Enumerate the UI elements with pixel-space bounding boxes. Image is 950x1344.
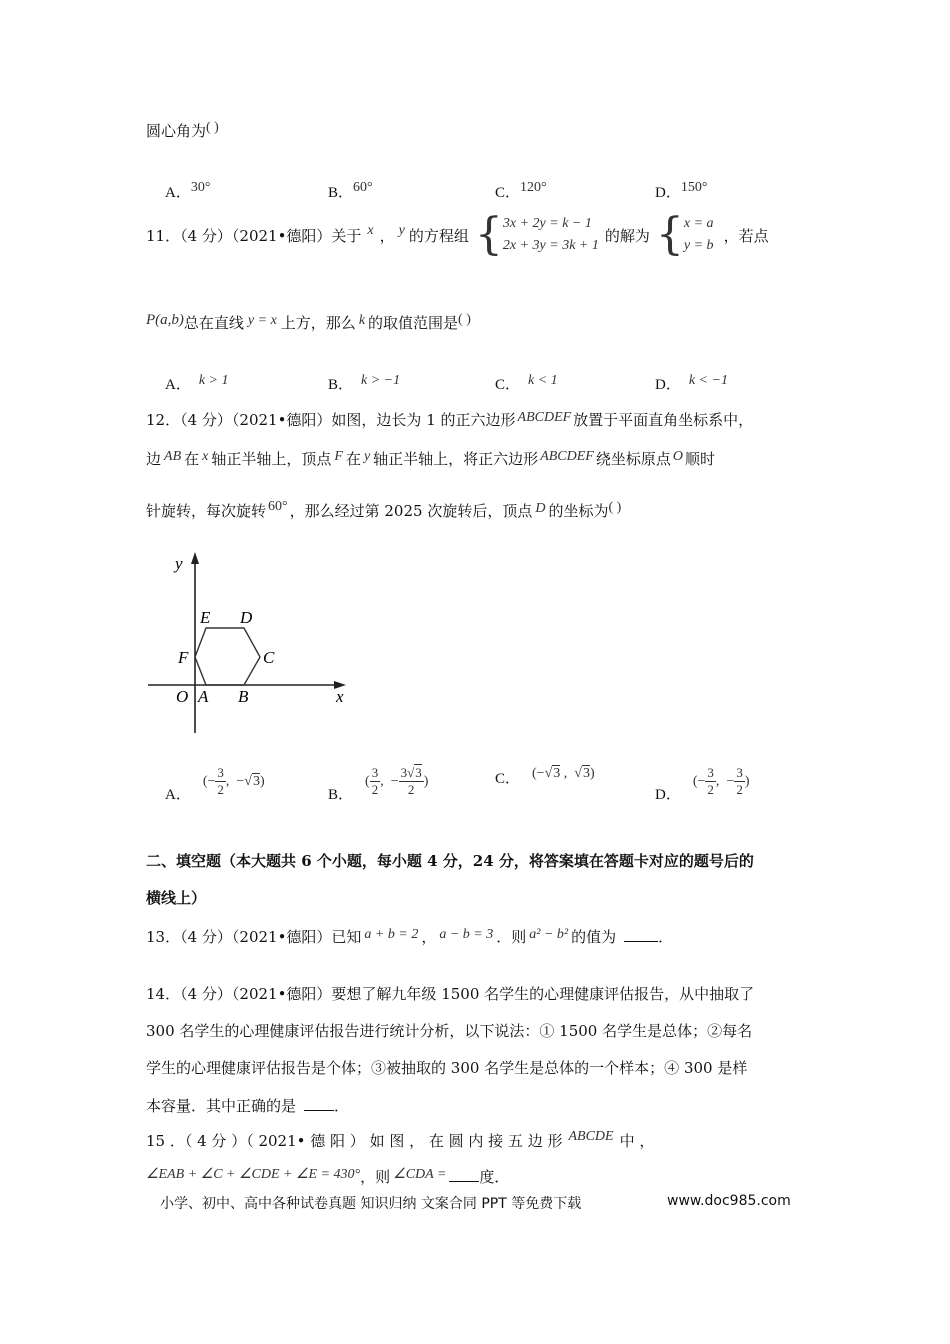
label-o: O bbox=[176, 687, 189, 706]
answer-paren: ( ) bbox=[458, 312, 471, 327]
q10-option-d bbox=[655, 180, 707, 202]
q10-option-c bbox=[495, 180, 547, 202]
answer-blank[interactable] bbox=[449, 1167, 479, 1182]
q11-line2-c: 的取值范围是 bbox=[368, 314, 459, 332]
answer-paren: ( ) bbox=[608, 500, 622, 515]
q12-line3-c: 的坐标为 bbox=[548, 502, 609, 520]
q13-line bbox=[146, 926, 673, 947]
solution-1: x = a bbox=[683, 216, 714, 231]
q15-line1 bbox=[146, 1130, 654, 1151]
angle-cda: ∠CDA = bbox=[393, 1167, 447, 1182]
option-letter: D． bbox=[655, 377, 681, 393]
q11-line2-a: 总在直线 bbox=[183, 314, 244, 332]
q12-option-d bbox=[655, 765, 749, 804]
option-value: 60° bbox=[353, 180, 373, 195]
hexagon-figure bbox=[140, 548, 370, 743]
q14-line2: 300 名学生的心理健康评估报告进行统计分析，以下说法：① 1500 名学生是总体；②每名 bbox=[146, 1022, 753, 1040]
option-letter: C． bbox=[495, 771, 521, 787]
answer-blank[interactable] bbox=[304, 1096, 334, 1111]
q12-line2-c: 轴正半轴上，顶点 bbox=[211, 450, 332, 468]
equation-1: a + b = 2 bbox=[364, 927, 419, 942]
hexagon bbox=[195, 628, 260, 685]
var-x: x bbox=[202, 449, 209, 464]
option-letter: A． bbox=[165, 787, 191, 803]
q12-line3-a: 针旋转，每次旋转 bbox=[146, 502, 267, 520]
option-letter: A． bbox=[165, 185, 191, 201]
period: ． bbox=[658, 928, 674, 946]
section-heading-line1: 二、填空题（本大题共 6 个小题，每小题 4 分，24 分，将答案填在答题卡对应的题号后的 bbox=[146, 852, 754, 870]
footer-text: 小学、初中、高中各种试卷真题 知识归纳 文案合同 PPT 等免费下载 bbox=[160, 1196, 582, 1212]
q15-line1-a: 15 ．（ 4 分 ）（ 2021• 德 阳 ） 如 图 ， 在 圆 内 接 五 边 形 bbox=[146, 1132, 563, 1150]
pentagon-name: ABCDE bbox=[568, 1129, 614, 1144]
label-e: E bbox=[200, 608, 211, 627]
equation-2: a − b = 3 bbox=[439, 927, 494, 942]
q10-tail-text: 圆心角为 bbox=[146, 122, 207, 140]
var-y: y bbox=[398, 223, 405, 238]
q14-line4-a: 本容量．其中正确的是 bbox=[146, 1097, 297, 1115]
q13-prefix: 13．（4 分）（2021•德阳）已知 bbox=[146, 928, 362, 946]
q12-line1-b: 放置于平面直角坐标系中， bbox=[573, 411, 754, 429]
label-f: F bbox=[178, 648, 189, 667]
section-heading-line2: 横线上） bbox=[146, 889, 207, 907]
q11-option-a bbox=[165, 373, 229, 394]
q11-line1 bbox=[146, 210, 769, 260]
option-letter: B． bbox=[328, 377, 354, 393]
q15-unit: 度． bbox=[479, 1168, 510, 1186]
expression: a² − b² bbox=[529, 927, 569, 942]
q12-line1-a: 12．（4 分）（2021•德阳）如图，边长为 1 的正六边形 bbox=[146, 411, 516, 429]
period: ． bbox=[334, 1097, 350, 1115]
q10-option-b bbox=[328, 180, 373, 202]
q10-option-a bbox=[165, 180, 210, 202]
option-letter: D． bbox=[655, 185, 681, 201]
q12-line2-a: 边 bbox=[146, 450, 162, 468]
q12-option-c bbox=[495, 765, 595, 788]
vertex-f: F bbox=[334, 449, 343, 464]
q11-option-d bbox=[655, 373, 728, 394]
option-expression: ( $\frac{3}{2}$ , − $\frac{3√3}{2}$ ) bbox=[365, 765, 429, 797]
q11-option-b bbox=[328, 373, 400, 394]
q12-line2-e: 轴正半轴上，将正六边形 bbox=[373, 450, 539, 468]
option-value: k < −1 bbox=[688, 373, 728, 388]
q14-line3: 学生的心理健康评估报告是个体；③被抽取的 300 名学生是总体的一个样本；④ 300 是样 bbox=[146, 1059, 748, 1077]
q15-line2 bbox=[146, 1166, 509, 1187]
label-b: B bbox=[238, 687, 249, 706]
option-letter: C． bbox=[495, 185, 521, 201]
vertex-d: D bbox=[535, 501, 546, 516]
q12-option-b bbox=[328, 765, 428, 804]
label-c: C bbox=[263, 648, 275, 667]
option-letter: C． bbox=[495, 377, 521, 393]
q11-line2 bbox=[146, 312, 471, 333]
label-y: y bbox=[175, 554, 183, 573]
origin-o: O bbox=[672, 449, 683, 464]
option-expression: (−√ 3 , √ 3 ) bbox=[532, 765, 595, 781]
q11-text-end: ，若点 bbox=[723, 226, 769, 245]
line-equation: y = x bbox=[247, 313, 277, 328]
option-letter: A． bbox=[165, 377, 191, 393]
q12-option-a bbox=[165, 765, 265, 804]
footer-link[interactable]: www.doc985.com bbox=[667, 1193, 791, 1209]
q12-line3 bbox=[146, 500, 621, 521]
q12-line1 bbox=[146, 409, 753, 430]
option-value: k > 1 bbox=[198, 373, 229, 388]
comma: ， bbox=[379, 226, 395, 245]
side-ab: AB bbox=[164, 449, 182, 464]
equation-system bbox=[503, 213, 599, 257]
label-d: D bbox=[240, 608, 253, 627]
left-brace: { bbox=[474, 209, 503, 260]
q12-line2-b: 在 bbox=[184, 450, 200, 468]
comma: ， bbox=[421, 928, 437, 946]
option-value: k > −1 bbox=[361, 373, 401, 388]
q11-line2-b: 上方，那么 bbox=[280, 314, 356, 332]
var-k: k bbox=[358, 313, 366, 328]
option-letter: B． bbox=[328, 185, 354, 201]
q13-value-of: 的值为 bbox=[571, 928, 617, 946]
equation-1: 3x + 2y = k − 1 bbox=[502, 216, 592, 231]
answer-paren: ( ) bbox=[206, 120, 219, 135]
hexagon-name: ABCDEF bbox=[517, 410, 572, 425]
q15-then: ，则 bbox=[360, 1168, 391, 1186]
var-x: x bbox=[367, 223, 374, 238]
q12-line2-d: 在 bbox=[345, 450, 361, 468]
q12-line2-g: 顺时 bbox=[684, 450, 715, 468]
q10-tail bbox=[146, 120, 219, 141]
hexagon-name: ABCDEF bbox=[540, 449, 594, 464]
q11-text-system: 的方程组 bbox=[408, 226, 469, 245]
label-x: x bbox=[336, 687, 344, 706]
q11-prefix: 11．（4 分）（2021•德阳）关于 bbox=[146, 226, 362, 245]
angle: 60° bbox=[268, 499, 288, 514]
q15-line1-b: 中 ， bbox=[619, 1132, 655, 1150]
solution-2: y = b bbox=[683, 238, 714, 253]
option-letter: D． bbox=[655, 787, 681, 803]
y-axis-arrow bbox=[191, 552, 199, 564]
left-brace: { bbox=[655, 209, 684, 260]
point-p: P(a,b) bbox=[146, 312, 184, 328]
option-value: 30° bbox=[190, 180, 211, 195]
q12-line2-f: 绕坐标原点 bbox=[595, 450, 671, 468]
option-value: k < 1 bbox=[528, 373, 558, 388]
option-expression: (− $\frac{3}{2}$ , −√ 3 ) bbox=[202, 765, 265, 797]
q11-text-solution: 的解为 bbox=[604, 226, 650, 245]
option-letter: B． bbox=[328, 787, 354, 803]
q13-then: ．则 bbox=[496, 928, 527, 946]
q12-line2 bbox=[146, 448, 715, 469]
option-value: 150° bbox=[680, 180, 708, 195]
equation-2: 2x + 3y = 3k + 1 bbox=[502, 238, 599, 253]
q14-line4 bbox=[146, 1095, 349, 1116]
var-y: y bbox=[363, 449, 371, 464]
answer-blank[interactable] bbox=[624, 927, 658, 942]
solution-system bbox=[684, 213, 714, 257]
q11-option-c bbox=[495, 373, 558, 394]
q14-line1: 14．（4 分）（2021•德阳）要想了解九年级 1500 名学生的心理健康评估报告，从中抽取了 bbox=[146, 985, 755, 1003]
option-expression: (− $\frac{3}{2}$ , − $\frac{3}{2}$ ) bbox=[692, 765, 750, 797]
angle-sum-equation: ∠EAB + ∠C + ∠CDE + ∠E = 430° bbox=[146, 1167, 361, 1182]
option-value: 120° bbox=[520, 180, 547, 195]
q12-line3-b: ，那么经过第 2025 次旋转后，顶点 bbox=[289, 502, 533, 520]
label-a: A bbox=[198, 687, 209, 706]
